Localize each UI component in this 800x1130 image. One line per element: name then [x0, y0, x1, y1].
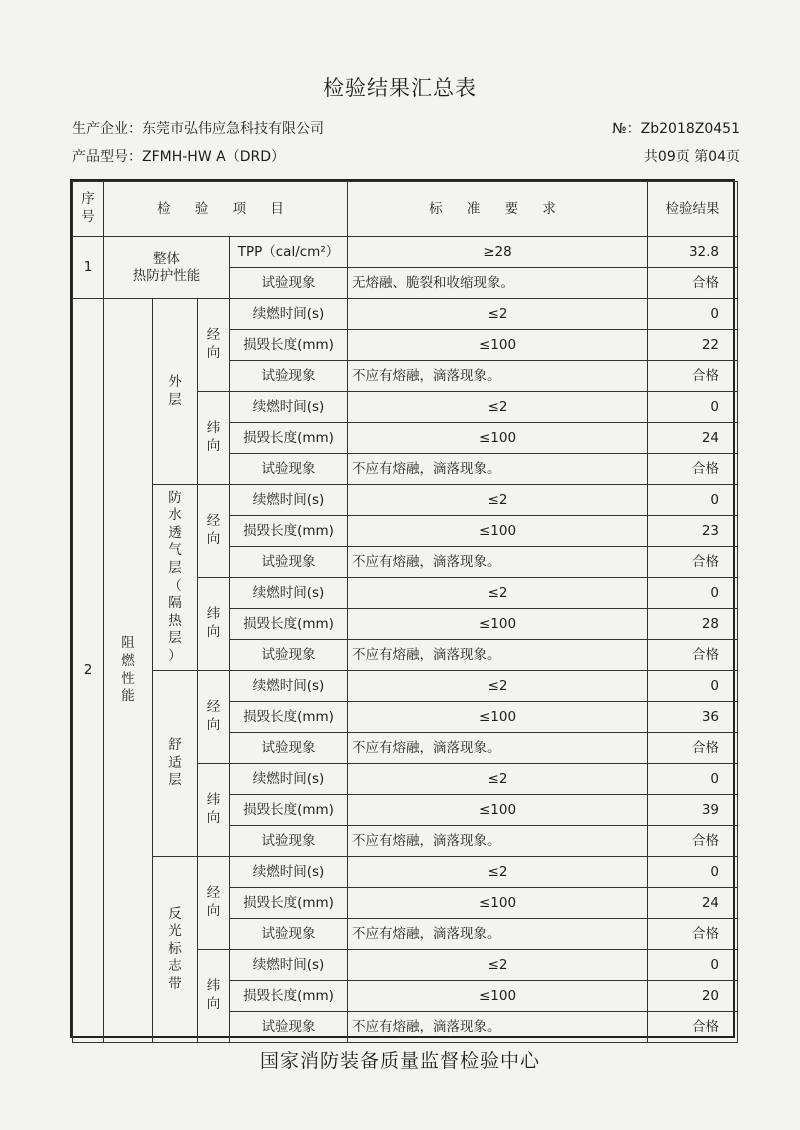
obs-label: 试验现象: [230, 547, 348, 578]
layer-name: 反 光 标 志 带: [153, 857, 198, 1043]
obs-label: 试验现象: [230, 919, 348, 950]
damage-label: 损毁长度(mm): [230, 516, 348, 547]
damage-result: 22: [648, 330, 738, 361]
seq-1: 1: [73, 237, 104, 299]
direction-name: 经 向: [198, 299, 230, 392]
direction-name: 纬 向: [198, 950, 230, 1043]
afterflame-label: 续燃时间(s): [230, 485, 348, 516]
obs-standard: 不应有熔融，滴落现象。: [348, 454, 648, 485]
afterflame-result: 0: [648, 857, 738, 888]
observation-label: 试验现象: [230, 268, 348, 299]
damage-label: 损毁长度(mm): [230, 888, 348, 919]
afterflame-result: 0: [648, 299, 738, 330]
obs-result: 合格: [648, 826, 738, 857]
table-row: [73, 485, 738, 516]
afterflame-standard: ≤2: [348, 950, 648, 981]
damage-standard: ≤100: [348, 795, 648, 826]
afterflame-standard: ≤2: [348, 392, 648, 423]
damage-result: 36: [648, 702, 738, 733]
obs-result: 合格: [648, 454, 738, 485]
obs-label: 试验现象: [230, 826, 348, 857]
afterflame-label: 续燃时间(s): [230, 671, 348, 702]
observation-standard: 无熔融、脆裂和收缩现象。: [348, 268, 648, 299]
layer-name: 舒 适 层: [153, 671, 198, 857]
obs-standard: 不应有熔融，滴落现象。: [348, 361, 648, 392]
obs-result: 合格: [648, 361, 738, 392]
damage-result: 24: [648, 888, 738, 919]
damage-standard: ≤100: [348, 888, 648, 919]
damage-label: 损毁长度(mm): [230, 981, 348, 1012]
direction-name: 纬 向: [198, 578, 230, 671]
obs-standard: 不应有熔融，滴落现象。: [348, 919, 648, 950]
damage-label: 损毁长度(mm): [230, 609, 348, 640]
damage-label: 损毁长度(mm): [230, 330, 348, 361]
obs-label: 试验现象: [230, 640, 348, 671]
header-row: [73, 182, 738, 237]
obs-standard: 不应有熔融，滴落现象。: [348, 640, 648, 671]
header-standard: 标 准 要 求: [348, 182, 648, 237]
afterflame-standard: ≤2: [348, 857, 648, 888]
table-row: [73, 299, 738, 330]
damage-standard: ≤100: [348, 516, 648, 547]
damage-result: 24: [648, 423, 738, 454]
page-count: 共09页 第04页: [643, 149, 740, 165]
obs-label: 试验现象: [230, 454, 348, 485]
afterflame-result: 0: [648, 578, 738, 609]
obs-label: 试验现象: [230, 733, 348, 764]
category-flame-retardancy: 阻 燃 性 能: [104, 299, 153, 1043]
tpp-label: TPP（cal/cm²）: [230, 237, 348, 268]
manufacturer: 生产企业：东莞市弘伟应急科技有限公司: [72, 121, 324, 137]
afterflame-result: 0: [648, 392, 738, 423]
obs-result: 合格: [648, 733, 738, 764]
damage-standard: ≤100: [348, 330, 648, 361]
table-row: [73, 237, 738, 268]
table-row: [73, 671, 738, 702]
afterflame-standard: ≤2: [348, 578, 648, 609]
product-model: 产品型号：ZFMH-HW A（DRD）: [72, 149, 285, 165]
header-result: 检验结果: [648, 182, 738, 237]
damage-standard: ≤100: [348, 702, 648, 733]
damage-result: 20: [648, 981, 738, 1012]
obs-standard: 不应有熔融，滴落现象。: [348, 547, 648, 578]
damage-label: 损毁长度(mm): [230, 795, 348, 826]
damage-standard: ≤100: [348, 609, 648, 640]
afterflame-result: 0: [648, 485, 738, 516]
tpp-standard: ≥28: [348, 237, 648, 268]
report-number: №：Zb2018Z0451: [612, 121, 740, 137]
afterflame-standard: ≤2: [348, 671, 648, 702]
direction-name: 经 向: [198, 857, 230, 950]
layer-name: 外 层: [153, 299, 198, 485]
obs-result: 合格: [648, 547, 738, 578]
obs-standard: 不应有熔融，滴落现象。: [348, 1012, 648, 1043]
afterflame-label: 续燃时间(s): [230, 764, 348, 795]
afterflame-label: 续燃时间(s): [230, 857, 348, 888]
afterflame-standard: ≤2: [348, 299, 648, 330]
afterflame-standard: ≤2: [348, 485, 648, 516]
table-row: [73, 857, 738, 888]
afterflame-standard: ≤2: [348, 764, 648, 795]
afterflame-result: 0: [648, 764, 738, 795]
afterflame-result: 0: [648, 671, 738, 702]
afterflame-label: 续燃时间(s): [230, 950, 348, 981]
afterflame-label: 续燃时间(s): [230, 392, 348, 423]
damage-result: 28: [648, 609, 738, 640]
obs-label: 试验现象: [230, 361, 348, 392]
obs-label: 试验现象: [230, 1012, 348, 1043]
layer-name: 防 水 透 气 层 （ 隔 热 层 ）: [153, 485, 198, 671]
afterflame-label: 续燃时间(s): [230, 299, 348, 330]
afterflame-result: 0: [648, 950, 738, 981]
tpp-result: 32.8: [648, 237, 738, 268]
obs-result: 合格: [648, 1012, 738, 1043]
issuer-name: 国家消防装备质量监督检验中心: [259, 1050, 540, 1072]
damage-label: 损毁长度(mm): [230, 423, 348, 454]
category-thermal: 整体 热防护性能: [104, 237, 230, 299]
direction-name: 经 向: [198, 671, 230, 764]
results-table: [70, 179, 735, 1038]
damage-label: 损毁长度(mm): [230, 702, 348, 733]
damage-standard: ≤100: [348, 981, 648, 1012]
obs-result: 合格: [648, 640, 738, 671]
afterflame-label: 续燃时间(s): [230, 578, 348, 609]
header-seq: 序 号: [73, 182, 104, 237]
direction-name: 纬 向: [198, 392, 230, 485]
observation-result: 合格: [648, 268, 738, 299]
damage-result: 23: [648, 516, 738, 547]
obs-standard: 不应有熔融，滴落现象。: [348, 733, 648, 764]
seq-2: 2: [73, 299, 104, 1043]
direction-name: 经 向: [198, 485, 230, 578]
obs-standard: 不应有熔融，滴落现象。: [348, 826, 648, 857]
damage-standard: ≤100: [348, 423, 648, 454]
page-title: 检验结果汇总表: [323, 76, 477, 100]
header-item: 检 验 项 目: [104, 182, 348, 237]
direction-name: 纬 向: [198, 764, 230, 857]
damage-result: 39: [648, 795, 738, 826]
obs-result: 合格: [648, 919, 738, 950]
